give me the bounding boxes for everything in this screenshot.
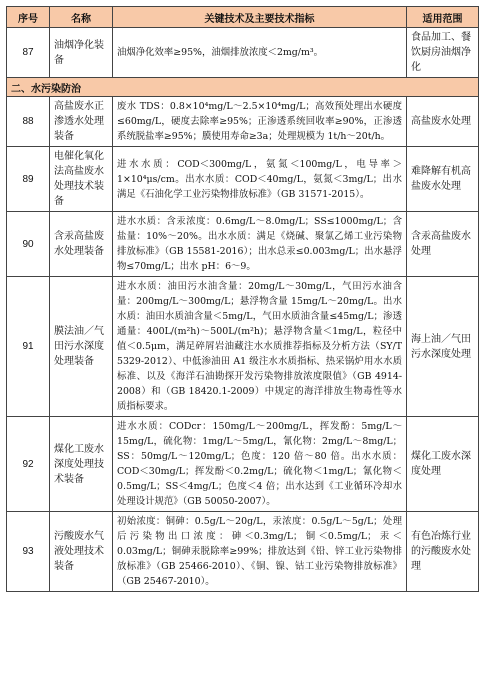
row-name: 含汞高盐废水处理装备 (50, 212, 113, 277)
row-name: 膜法油／气田污水深度处理装备 (50, 277, 113, 417)
row-name: 煤化工废水深度处理技术装备 (50, 417, 113, 512)
row-name: 油烟净化装备 (50, 28, 113, 78)
row-number: 89 (7, 147, 50, 212)
header-scope: 适用范围 (407, 7, 479, 28)
row-name: 高盐废水正渗透水处理装备 (50, 97, 113, 147)
row-scope: 食品加工、餐饮厨房油烟净化 (407, 28, 479, 78)
table-header-row (7, 7, 479, 28)
table-row (7, 28, 479, 78)
row-indicators: 废水 TDS：0.8×10⁴mg/L～2.5×10⁴mg/L；高效预处理出水硬度≤60mg/L，硬度去除率≥95%；正渗透系统回收率≥90%，正渗透系统脱盐率≥95%；膜使用寿命≥3a；处理规模为 1t/h～20t/h。 (113, 97, 407, 147)
table-row (7, 97, 479, 147)
table-row (7, 147, 479, 212)
row-name: 污酸废水气液处理技术装备 (50, 512, 113, 592)
table-row (7, 512, 479, 592)
row-scope: 难降解有机高盐废水处理 (407, 147, 479, 212)
equipment-spec-table (6, 6, 479, 592)
section-row (7, 78, 479, 97)
row-indicators: 进水水质：CODcr：150mg/L～200mg/L，挥发酚：5mg/L～15mg/L，硫化物：1mg/L～5mg/L，氰化物：2mg/L～8mg/L；SS：50mg/L～120mg/L；色度：120 倍～80 倍。出水水质：COD＜30mg/L；挥发酚＜0.2mg/L；硫化物＜1mg/L；氰化物＜0.5mg/L；SS＜4mg/L；色度＜4 倍；出水达到《工业循环冷却水处理设计规范》（GB 50050-2007）。 (113, 417, 407, 512)
row-scope: 有色冶炼行业的污酸废水处理 (407, 512, 479, 592)
row-scope: 煤化工废水深度处理 (407, 417, 479, 512)
row-number: 92 (7, 417, 50, 512)
header-serial: 序号 (7, 7, 50, 28)
row-indicators: 进水水质：COD＜300mg/L，氨氮＜100mg/L，电导率＞1×10⁴μs/cm。出水水质：COD＜40mg/L，氨氮＜3mg/L；出水满足《石油化学工业污染物排放标准》（GB 31571-2015）。 (113, 147, 407, 212)
header-indicators: 关键技术及主要技术指标 (113, 7, 407, 28)
row-indicators: 进水水质：油田污水油含量：20mg/L～30mg/L，气田污水油含量：200mg/L～300mg/L；悬浮物含量 15mg/L～20mg/L。出水水质：油田水质油含量＜5mg/L，气田水质油含量≤45mg/L；渗透通量：400L/(m²h)～500L/(m²h)；悬浮物含量＜1mg/L，粒径中值＜0.5μm，满足碎屑岩油藏注水水质推荐指标及分析方法（SY/T 5329-2012）、中低渗油田 A1 级注水水质指标、热采锅炉用水水质标准、以及《海洋石油勘探开发污染物排放浓度限值》（GB 4914-2008）和（GB 18420.1-2009）中规定的海洋排放生物毒性等水质指标要求。 (113, 277, 407, 417)
row-name: 电催化氧化法高盐废水处理技术装备 (50, 147, 113, 212)
table-row (7, 212, 479, 277)
table-row (7, 417, 479, 512)
header-name: 名称 (50, 7, 113, 28)
row-scope: 高盐废水处理 (407, 97, 479, 147)
table-row (7, 277, 479, 417)
row-scope: 含汞高盐废水处理 (407, 212, 479, 277)
row-indicators: 进水水质：含汞浓度：0.6mg/L～8.0mg/L；SS≤1000mg/L；含盐量：10%～20%。出水水质：满足《烧碱、聚氯乙烯工业污染物排放标准》（GB 15581-2016）；出水总汞≤0.003mg/L；出水悬浮物≤70mg/L；出水 pH：6～9。 (113, 212, 407, 277)
row-indicators: 初始浓度：铜砷：0.5g/L～20g/L，汞浓度：0.5g/L～5g/L；处理后污染物出口浓度：砷＜0.3mg/L；铜＜0.5mg/L；汞＜0.03mg/L；铜砷汞脱除率≥99%；排放达到《铅、锌工业污染物排放标准》（GB 25466-2010）、《铜、镍、钴工业污染物排放标准》（GB 25467-2010）。 (113, 512, 407, 592)
row-indicators: 油烟净化效率≥95%，油烟排放浓度＜2mg/m³。 (113, 28, 407, 78)
row-number: 93 (7, 512, 50, 592)
row-number: 87 (7, 28, 50, 78)
row-scope: 海上油／气田污水深度处理 (407, 277, 479, 417)
row-number: 88 (7, 97, 50, 147)
section-title: 二、水污染防治 (7, 78, 479, 97)
row-number: 90 (7, 212, 50, 277)
row-number: 91 (7, 277, 50, 417)
